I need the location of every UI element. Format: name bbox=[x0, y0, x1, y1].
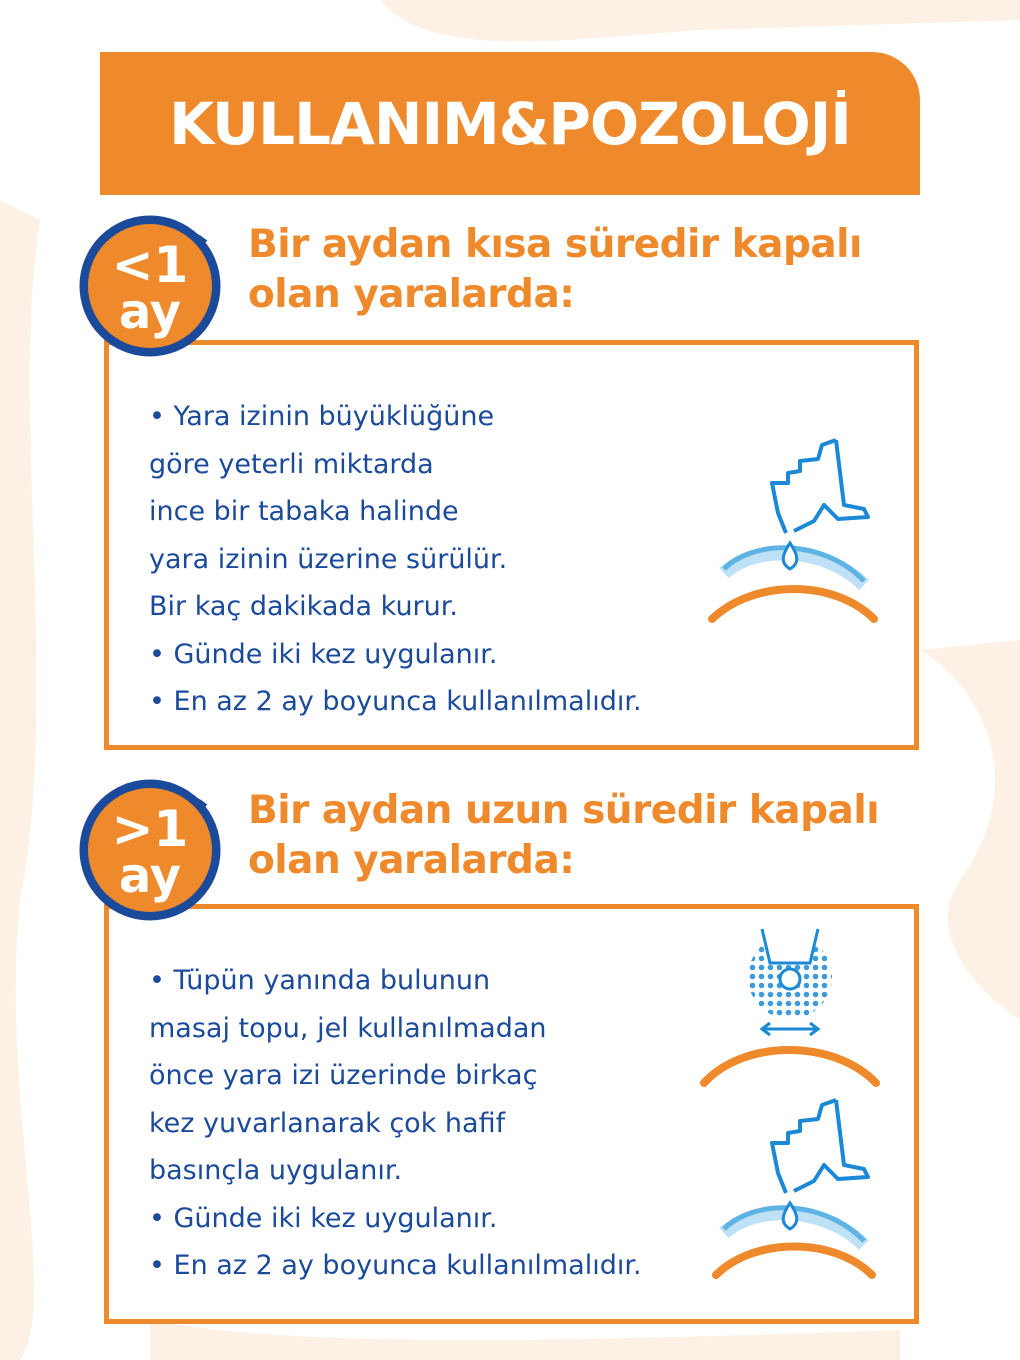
badge-more-than-one-month bbox=[76, 776, 226, 926]
massage-ball-icon bbox=[694, 927, 884, 1092]
instruction-line: • En az 2 ay boyunca kullanılmalıdır. bbox=[149, 686, 642, 717]
instruction-text bbox=[149, 957, 642, 1290]
instruction-line: yara izinin üzerine sürülür. bbox=[149, 543, 508, 575]
instruction-card-long bbox=[104, 904, 919, 1324]
instruction-line: • En az 2 ay boyunca kullanılmalıdır. bbox=[149, 1250, 642, 1281]
badge-unit: ay bbox=[118, 284, 182, 340]
instruction-line: göre yeterli miktarda bbox=[149, 448, 434, 480]
section-title-short bbox=[248, 220, 908, 320]
tube-applying-gel-icon bbox=[704, 1095, 884, 1295]
instruction-line: Bir kaç dakikada kurur. bbox=[149, 591, 458, 622]
instruction-line: ince bir tabaka halinde bbox=[149, 496, 459, 527]
badge-value: <1 bbox=[111, 236, 189, 294]
instruction-line: masaj topu, jel kullanılmadan bbox=[149, 1012, 547, 1044]
instruction-text bbox=[149, 393, 642, 726]
instruction-card-short bbox=[104, 340, 919, 750]
badge-circle bbox=[88, 788, 212, 912]
section-title-line: olan yaralarda: bbox=[248, 272, 575, 317]
instruction-line: kez yuvarlanarak çok hafif bbox=[149, 1107, 506, 1139]
instruction-line: • Günde iki kez uygulanır. bbox=[149, 1202, 498, 1234]
section-title-line: olan yaralarda: bbox=[248, 838, 575, 883]
tube-applying-gel-icon bbox=[704, 435, 884, 635]
instruction-line: basınçla uygulanır. bbox=[149, 1155, 403, 1186]
badge-value: >1 bbox=[111, 800, 189, 858]
badge-circle bbox=[88, 224, 212, 348]
instruction-line: • Günde iki kez uygulanır. bbox=[149, 638, 498, 670]
section-title-line: Bir aydan uzun süredir kapalı bbox=[248, 788, 880, 833]
header-banner bbox=[100, 52, 920, 195]
badge-less-than-one-month bbox=[76, 212, 226, 362]
badge-unit: ay bbox=[118, 848, 182, 904]
section-title-long bbox=[248, 786, 908, 886]
section-title-line: Bir aydan kısa süredir kapalı bbox=[248, 222, 862, 267]
instruction-line: • Tüpün yanında bulunun bbox=[149, 965, 491, 996]
page-title: KULLANIM&POZOLOJİ bbox=[169, 89, 851, 158]
instruction-line: önce yara izi üzerinde birkaç bbox=[149, 1060, 538, 1091]
instruction-line: • Yara izinin büyüklüğüne bbox=[149, 401, 495, 432]
